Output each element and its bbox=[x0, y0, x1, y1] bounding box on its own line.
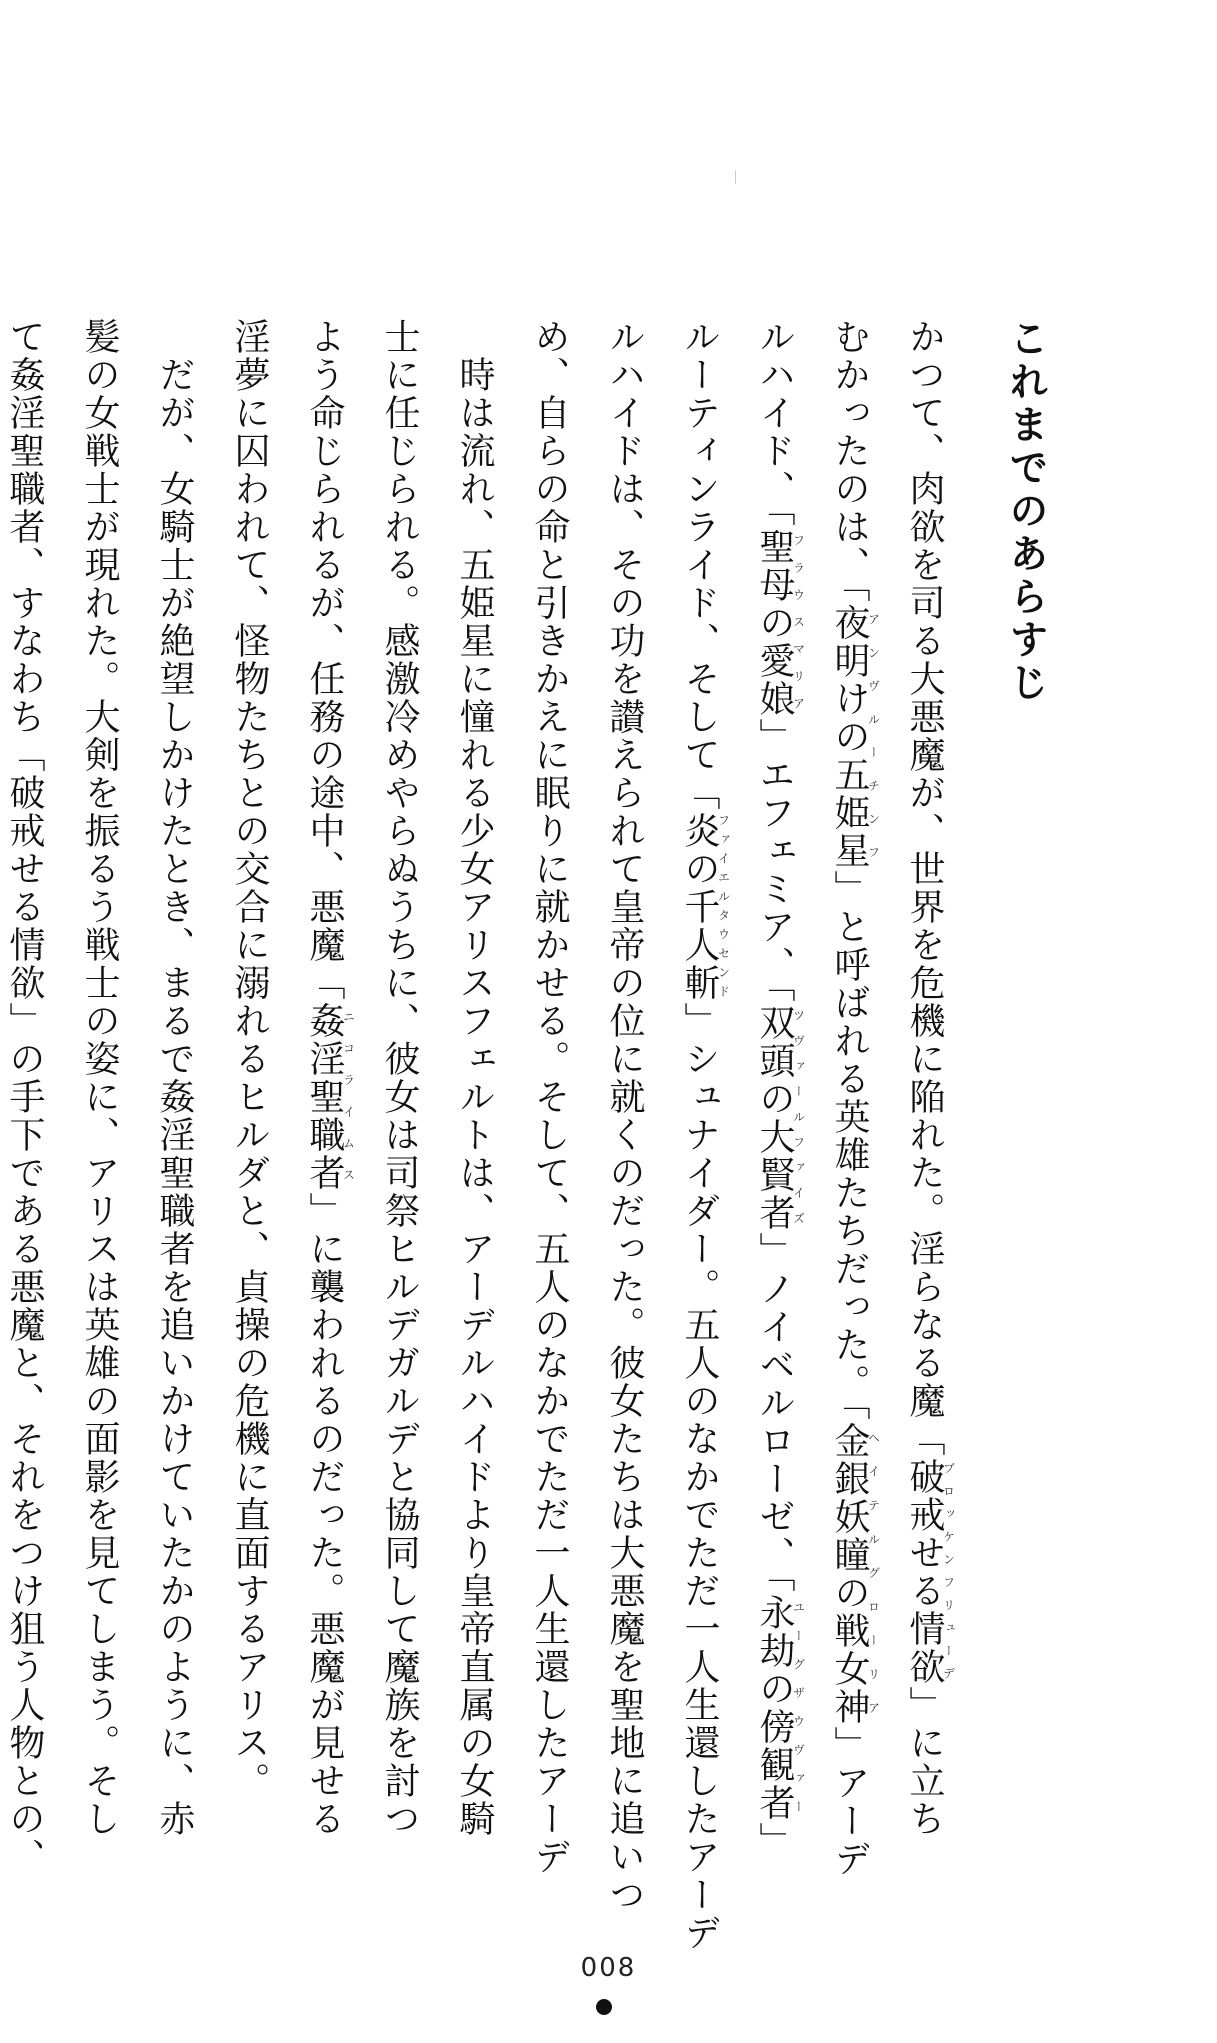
ruby-reading: フラウスマリア bbox=[791, 528, 806, 718]
page-marker-dot bbox=[596, 1999, 612, 2015]
ruby-term: 金銀妖瞳の戦女神ヘイテルグローリア bbox=[829, 1422, 881, 1726]
ruby-term: 永劫の傍観者ユーグザウヴァー bbox=[754, 1594, 806, 1822]
body-line: だが、女騎士が絶望しかけたとき、まるで姦淫聖職者を追いかけていたかのように、赤 bbox=[154, 318, 195, 1838]
body-line: かつて、肉欲を司る大悪魔が、世界を危機に陥れた。淫らなる魔「破戒せる情欲ブロッケンフリューデ」に立ち bbox=[904, 318, 956, 1838]
ruby-term: 破戒せる情欲ブロッケンフリューデ bbox=[904, 1458, 956, 1686]
ruby-reading: ユーグザウヴァー bbox=[791, 1594, 806, 1822]
ruby-reading: アンヴルーチンフ bbox=[866, 604, 881, 870]
ruby-term: 夜明けの五姫星アンヴルーチンフ bbox=[829, 604, 881, 870]
ruby-term: 姦淫聖職者ニコライムス bbox=[304, 1002, 356, 1192]
ruby-reading: ブロッケンフリューデ bbox=[941, 1458, 956, 1686]
body-line: むかったのは、「夜明けの五姫星アンヴルーチンフ」と呼ばれる英雄たちだった。「金銀妖瞳の戦女神ヘイテルグローリア」アーデ bbox=[829, 318, 881, 1878]
ruby-term: 炎の千人斬ファイエルタウセンド bbox=[679, 812, 731, 1002]
section-title: これまでのあらすじ bbox=[1003, 318, 1048, 705]
ruby-term: 聖母の愛娘フラウスマリア bbox=[754, 528, 806, 718]
body-line: よう命じられるが、任務の途中、悪魔「姦淫聖職者ニコライムス」に襲われるのだった。悪魔が見せる bbox=[304, 318, 356, 1838]
page-number: 008 bbox=[580, 1953, 637, 1983]
synopsis-body bbox=[0, 318, 962, 1952]
body-line: 時は流れ、五姫星に憧れる少女アリスフェルトは、アーデルハイドより皇帝直属の女騎 bbox=[454, 318, 495, 1838]
ruby-term: 双頭の大賢者ツヴァールファイズ bbox=[754, 1004, 806, 1232]
body-line: ルーティンライド、そして「炎の千人斬ファイエルタウセンド」シュナイダー。五人のなかでただ一人生還したアーデ bbox=[679, 318, 731, 1952]
ruby-reading: ファイエルタウセンド bbox=[716, 812, 731, 1002]
body-line: 淫夢に囚われて、怪物たちとの交合に溺れるヒルダと、貞操の危機に直面するアリス。 bbox=[229, 318, 270, 1800]
ruby-reading: ツヴァールファイズ bbox=[791, 1004, 806, 1232]
body-line: 士に任じられる。感激冷めやらぬうちに、彼女は司祭ヒルデガルデと協同して魔族を討つ bbox=[379, 318, 420, 1838]
crop-mark bbox=[735, 170, 736, 184]
ruby-reading: ニコライムス bbox=[341, 1002, 356, 1192]
body-line: ルハイドは、その功を讃えられて皇帝の位に就くのだった。彼女たちは大悪魔を聖地に追いつ bbox=[604, 318, 645, 1914]
body-line: て姦淫聖職者、すなわち「破戒せる情欲」の手下である悪魔と、それをつけ狙う人物との、 bbox=[4, 318, 45, 1876]
body-line: ルハイド、「聖母の愛娘フラウスマリア」エフェミア、「双頭の大賢者ツヴァールファイズ」ノイベルローゼ、「永劫の傍観者ユーグザウヴァー」 bbox=[754, 318, 806, 1860]
body-line: 髪の女戦士が現れた。大剣を振るう戦士の姿に、アリスは英雄の面影を見てしまう。そし bbox=[79, 318, 120, 1838]
ruby-reading: ヘイテルグローリア bbox=[866, 1422, 881, 1726]
body-line: め、自らの命と引きかえに眠りに就かせる。そして、五人のなかでただ一人生還したアーデ bbox=[529, 318, 570, 1876]
